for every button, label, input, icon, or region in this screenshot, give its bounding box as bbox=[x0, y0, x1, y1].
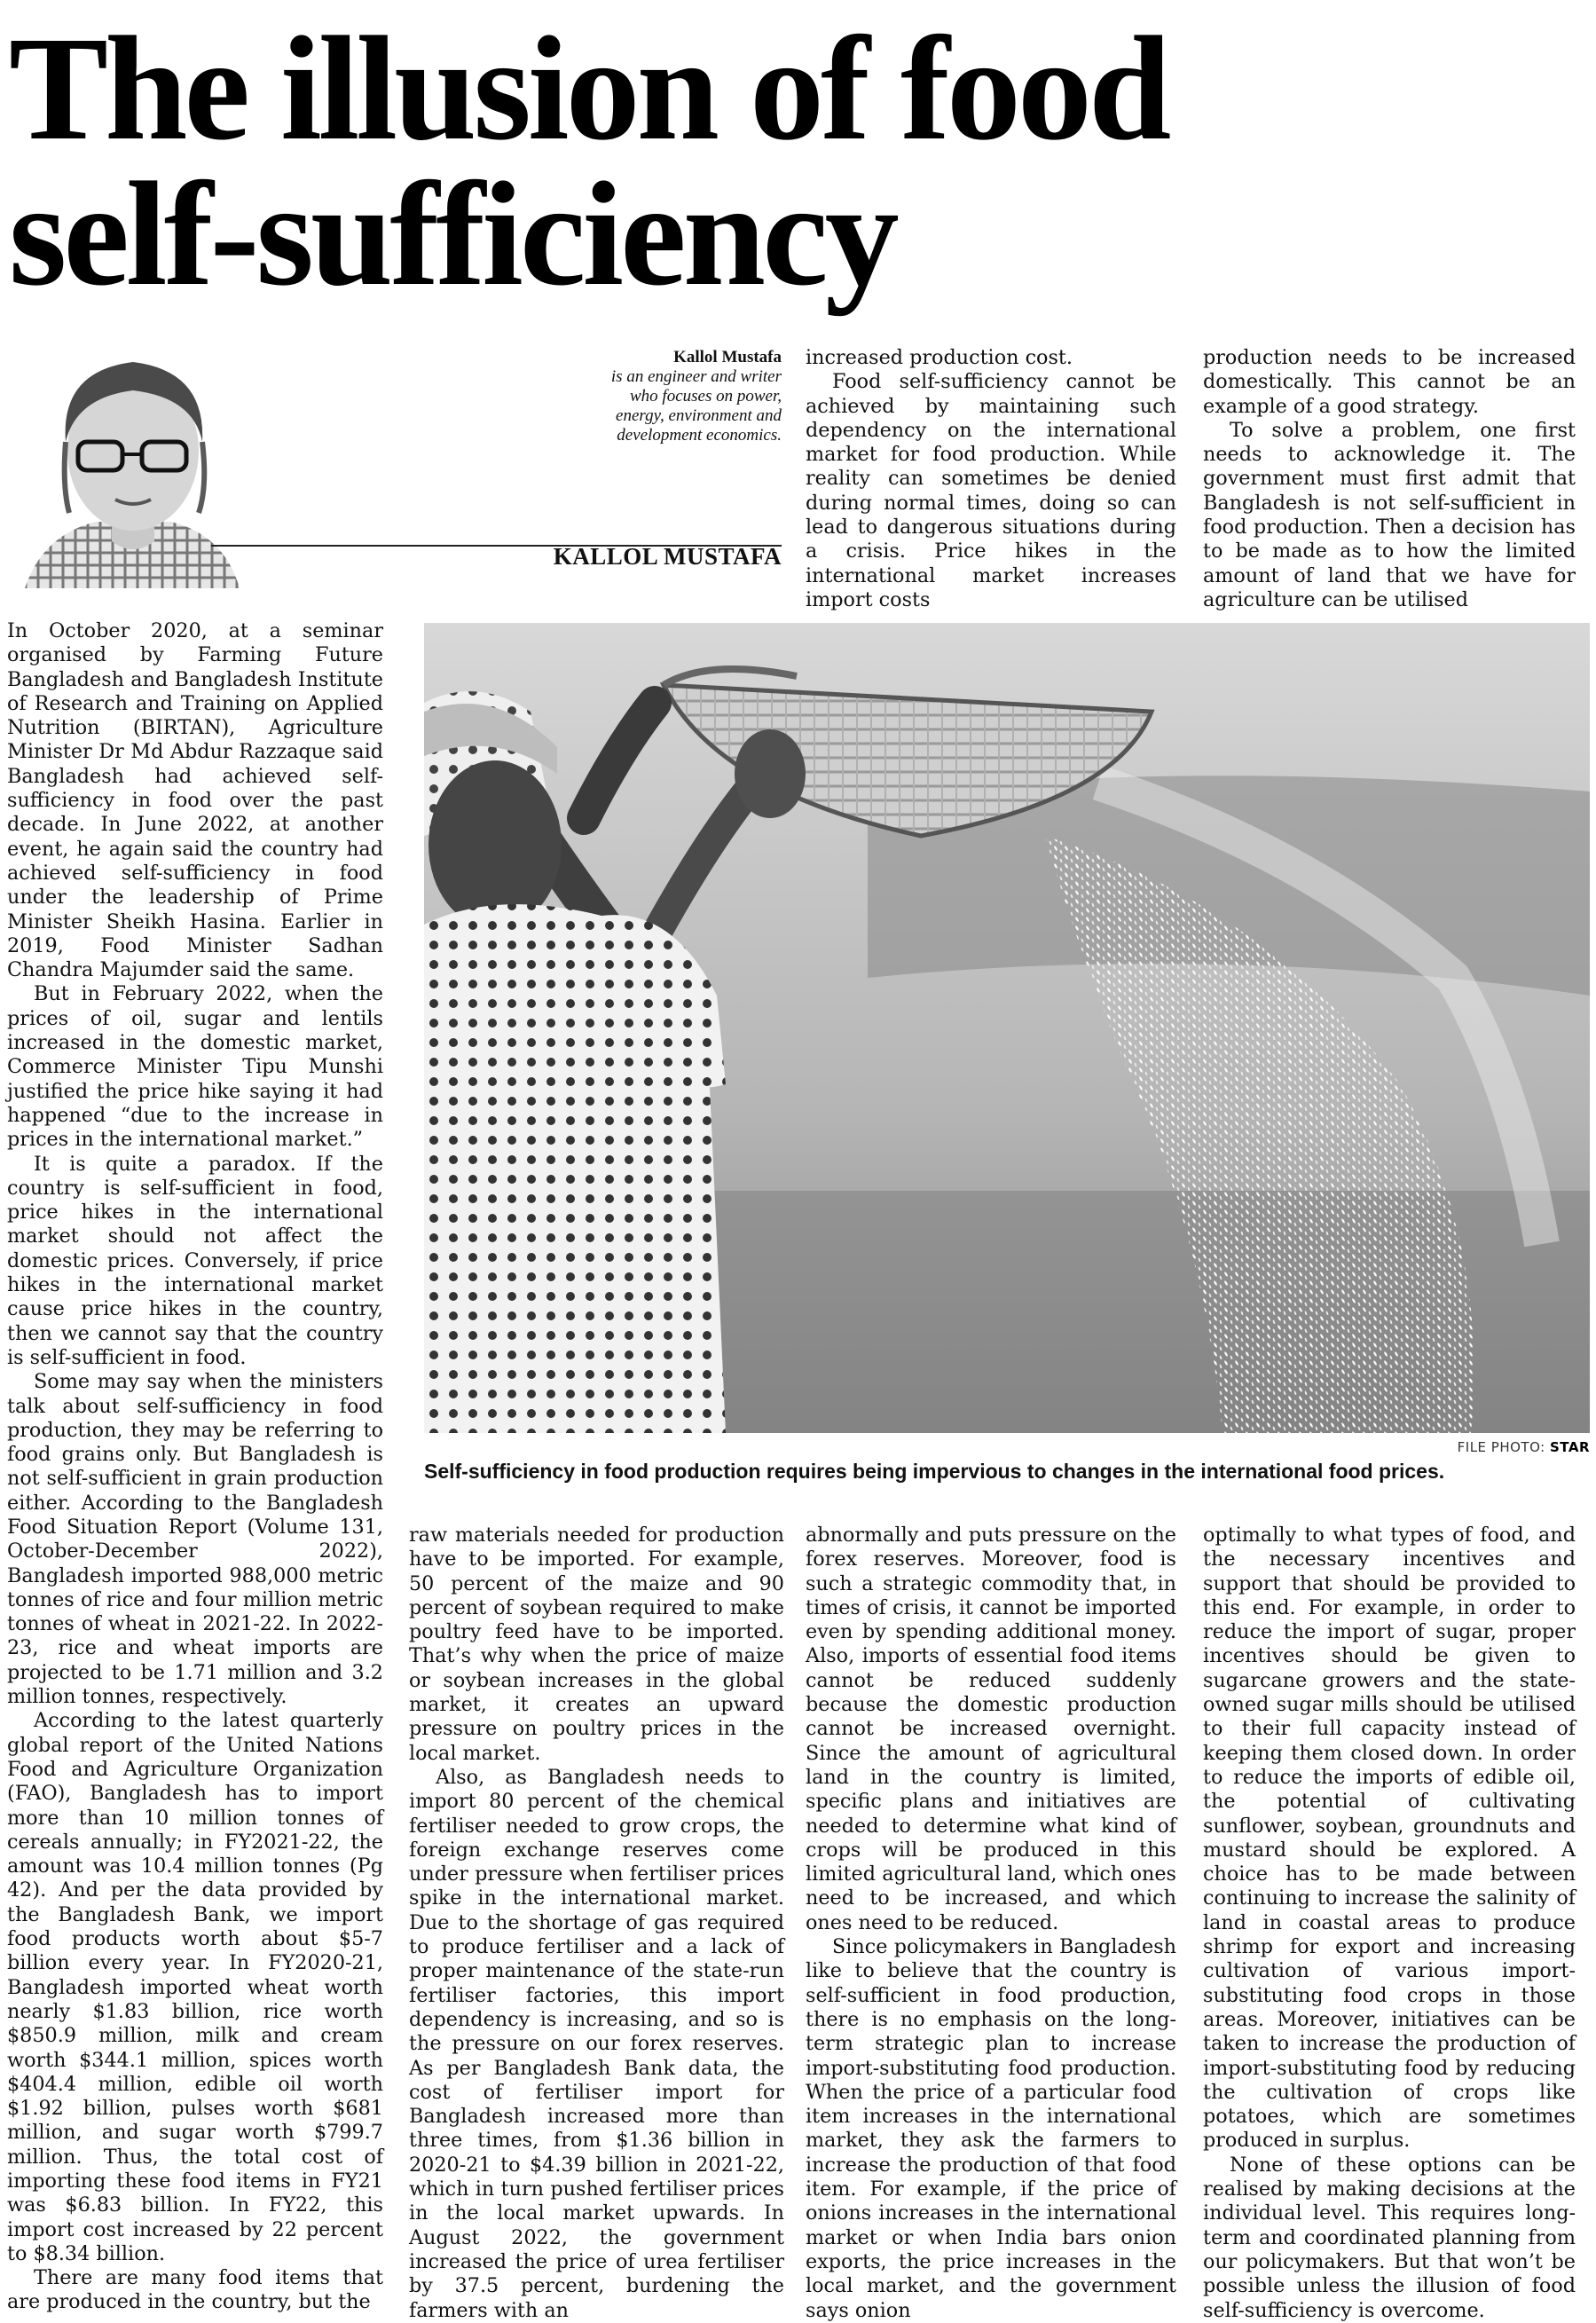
author-bio-line: is an engineer and writer bbox=[610, 367, 782, 386]
author-bio-line: development economics. bbox=[617, 426, 782, 445]
byline: KALLOL MUSTAFA bbox=[553, 543, 782, 570]
paragraph: None of these options can be realised by making decisions at the individual level. This requires long-term and coordinated planning from our policymakers. But that won’t be possible unless the illusion of food self-sufficiency is overcome. bbox=[1203, 2153, 1576, 2322]
author-bio-line: energy, environment and bbox=[616, 406, 782, 425]
photo-credit bbox=[1153, 1439, 1590, 1455]
author-bio-line: who focuses on power, bbox=[630, 387, 782, 406]
paragraph: Since policymakers in Bangladesh like to believe that the country is self-sufficient in food production, there is no emphasis on the long-term strategic plan to increase import-substituting food production. When the price of a particular food item increases in the international market, they ask the farmers to increase the production of that food item. For example, if the price of onions increases in the international market or when India bars onion exports, the price increases in the local market, and the government says onion bbox=[806, 1935, 1176, 2322]
headline-line-2: self-sufficiency bbox=[9, 152, 896, 317]
paragraph: raw materials needed for production have to be imported. For example, 50 percent of the maize and 90 percent of soybean required to make poultry feed have to be imported. That’s why when the price of maize or soybean increases in the global market, it creates an upward pressure on poultry prices in the local market. bbox=[409, 1524, 784, 1765]
paragraph: Some may say when the ministers talk about self-sufficiency in food production, they may be referring to food grains only. But Bangladesh is not self-sufficient in grain production either. According to the Bangladesh Food Situation Report (Volume 131, October-December 2022), Bangladesh imported 988,000 metric tonnes of rice and four million metric tonnes of wheat in 2021-22. In 2022-23, rice and wheat imports are projected to be 1.71 million and 3.2 million tonnes, respectively. bbox=[7, 1370, 383, 1709]
paragraph: abnormally and puts pressure on the forex reserves. Moreover, food is such a strategic commodity that, in times of crisis, it cannot be imported even by spending additional money. Also, imports of essential food items cannot be reduced suddenly because the domestic production cannot be increased overnight. Since the amount of agricultural land in the country is limited, specific plans and initiatives are needed to determine what kind of crops will be produced in this limited agricultural land, which ones need to be increased, and which ones need to be reduced. bbox=[806, 1524, 1176, 1934]
photo-woman-winnowing-rice bbox=[424, 623, 1590, 1433]
photo-credit-source: STAR bbox=[1549, 1439, 1590, 1455]
paragraph: According to the latest quarterly global report of the United Nations Food and Agriculture Organization (FAO), Bangladesh has to import more than 10 million tonnes of cereals annually; in FY2021-22, the amount was 10.4 million tonnes (Pg 42). And per the data provided by the Bangladesh Bank, we import food products worth about $5-7 billion every year. In FY2020-21, Bangladesh imported wheat worth nearly $1.83 billion, rice worth $850.9 million, milk and cream worth $344.1 million, spices worth $404.4 million, edible oil worth $1.92 billion, pulses worth $681 million, and sugar worth $799.7 million. Thus, the total cost of importing these food items in FY21 was $6.83 billion. In FY22, this import cost increased by 22 percent to $8.34 billion. bbox=[7, 1709, 383, 2265]
paragraph: optimally to what types of food, and the necessary incentives and support that should be provided to this end. For example, in order to reduce the import of sugar, proper incentives should be given to sugarcane growers and the state-owned sugar mills should be utilised to their full capacity instead of keeping them closed down. In order to reduce the imports of edible oil, the potential of cultivating sunflower, soybean, groundnuts and mustard should be explored. A choice has to be made between continuing to increase the salinity of land in coastal areas to produce shrimp for export and increasing cultivation of various import-substituting food crops in those areas. Moreover, initiatives can be taken to increase the production of import-substituting food by reducing the cultivation of crops like potatoes, which are sometimes produced in surplus. bbox=[1203, 1524, 1576, 2153]
paragraph: production needs to be increased domestically. This cannot be an example of a good strategy. bbox=[1203, 346, 1576, 418]
column-4 bbox=[1203, 1524, 1576, 2323]
headline-line-1: The illusion of food bbox=[9, 6, 1168, 171]
author-name: Kallol Mustafa bbox=[673, 348, 782, 366]
top-column-4 bbox=[1203, 346, 1576, 612]
paragraph: To solve a problem, one first needs to acknowledge it. The government must first admit that Bangladesh is not self-sufficient in food production. Then a decision has to be made as to how the limited amount of land that we have for agriculture can be utilised bbox=[1203, 418, 1576, 611]
article-photo bbox=[424, 623, 1590, 1433]
paragraph: increased production cost. bbox=[806, 346, 1073, 369]
paragraph: But in February 2022, when the prices of oil, sugar and lentils increased in the domestic market, Commerce Minister Tipu Munshi justified the price hike saying it had happened “due to the increase in prices in the international market.” bbox=[7, 982, 383, 1152]
paragraph: Also, as Bangladesh needs to import 80 percent of the chemical fertiliser needed to grow crops, the foreign exchange reserves come under pressure when fertiliser prices spike in the international market. Due to the shortage of gas required to produce fertiliser and a lack of proper maintenance of the state-run fertiliser factories, this import dependency is increasing, and so is the pressure on our forex reserves. As per Bangladesh Bank data, the cost of fertiliser import for Bangladesh increased more than three times, from $1.36 billion in 2020-21 to $4.39 billion in 2021-22, which in turn pushed fertiliser prices in the local market upwards. In August 2022, the government increased the price of urea fertiliser by 37.5 percent, burdening the farmers with an bbox=[409, 1765, 784, 2322]
headline bbox=[9, 6, 1588, 317]
photo-credit-prefix: FILE PHOTO: bbox=[1457, 1439, 1545, 1455]
column-2 bbox=[409, 1524, 784, 2323]
author-portrait bbox=[7, 335, 257, 588]
column-1 bbox=[7, 619, 383, 2315]
paragraph: In October 2020, at a seminar organised by Farming Future Bangladesh and Bangladesh Institute of Research and Training on Applied Nutrition (BIRTAN), Agriculture Minister Dr Md Abdur Razzaque said Bangladesh had achieved self-sufficiency in food over the past decade. In June 2022, at another event, he again said the country had achieved self-sufficiency in food under the leadership of Prime Minister Sheikh Hasina. Earlier in 2019, Food Minister Sadhan Chandra Majumder said the same. bbox=[7, 619, 383, 982]
top-column-3 bbox=[806, 346, 1176, 612]
paragraph: There are many food items that are produced in the country, but the bbox=[7, 2266, 383, 2314]
author-bio bbox=[554, 348, 782, 445]
photo-caption: Self-sufficiency in food production requires being impervious to changes in the international food prices. bbox=[424, 1460, 1445, 1483]
column-3 bbox=[806, 1524, 1176, 2323]
paragraph: It is quite a paradox. If the country is self-sufficient in food, price hikes in the international market should not affect the domestic prices. Conversely, if price hikes in the international market cause price hikes in the country, then we cannot say that the country is self-sufficient in food. bbox=[7, 1152, 383, 1369]
paragraph: Food self-sufficiency cannot be achieved by maintaining such dependency on the international market for food production. While reality can sometimes be denied during normal times, doing so can lead to dangerous situations during a crisis. Price hikes in the international market increases import costs bbox=[806, 370, 1176, 611]
